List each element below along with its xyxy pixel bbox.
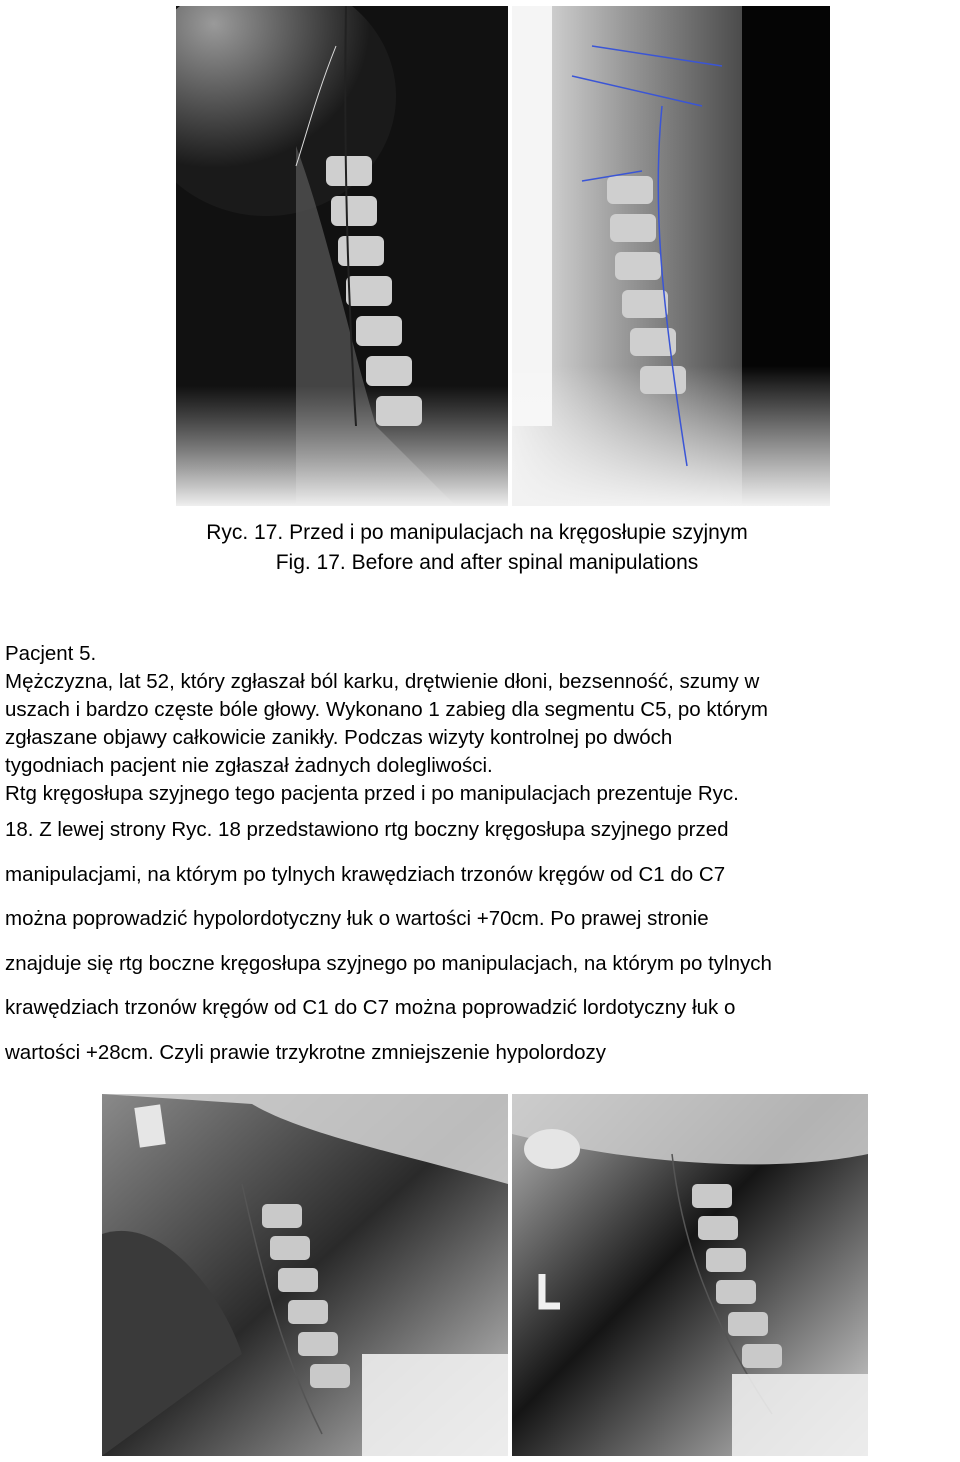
text-line: tygodniach pacjent nie zgłaszał żadnych dolegliwości.: [5, 754, 493, 777]
xray-before-graphic: [176, 6, 508, 506]
text-line: Rtg kręgosłupa szyjnego tego pacjenta przed i po manipulacjach prezentuje Ryc.: [5, 782, 739, 805]
text-line: manipulacjami, na którym po tylnych krawędziach trzonów kręgów od C1 do C7: [5, 862, 726, 886]
xray-patient5-after-image: [512, 1094, 868, 1456]
text-line: krawędziach trzonów kręgów od C1 do C7 można poprowadzić lordotyczny łuk o: [5, 996, 736, 1019]
case-description-paragraph: [5, 640, 960, 1075]
text-line: można poprowadzić hypolordotyczny łuk o wartości +70cm. Po prawej stronie: [5, 907, 709, 930]
text-line: zgłaszane objawy całkowicie zanikły. Podczas wizyty kontrolnej po dwóch: [5, 726, 673, 749]
figure-caption-english: Fig. 17. Before and after spinal manipulations: [275, 551, 699, 574]
text-line: wartości +28cm. Czyli prawie trzykrotne zmniejszenie hypolordozy: [5, 1040, 606, 1064]
text-line: 18. Z lewej strony Ryc. 18 przedstawiono rtg boczny kręgosłupa szyjnego przed: [5, 818, 729, 841]
text-line: Mężczyzna, lat 52, który zgłaszał ból karku, drętwienie dłoni, bezsenność, szumy w: [5, 670, 760, 693]
text-line: znajduje się rtg boczne kręgosłupa szyjnego po manipulacjach, na którym po tylnych: [5, 951, 772, 975]
text-line: uszach i bardzo częste bóle głowy. Wykonano 1 zabieg dla segmentu C5, po którym: [5, 698, 768, 721]
text-line: Pacjent 5.: [5, 642, 97, 665]
figure-caption-polish: Ryc. 17. Przed i po manipulacjach na kręgosłupie szyjnym: [206, 521, 748, 544]
xray-after-image: [512, 6, 830, 506]
xray-before-image: [176, 6, 508, 506]
xray-patient5-before-graphic: [102, 1094, 508, 1456]
xray-patient5-after-graphic: [512, 1094, 868, 1456]
xray-patient5-before-image: [102, 1094, 508, 1456]
xray-after-graphic: [512, 6, 830, 506]
